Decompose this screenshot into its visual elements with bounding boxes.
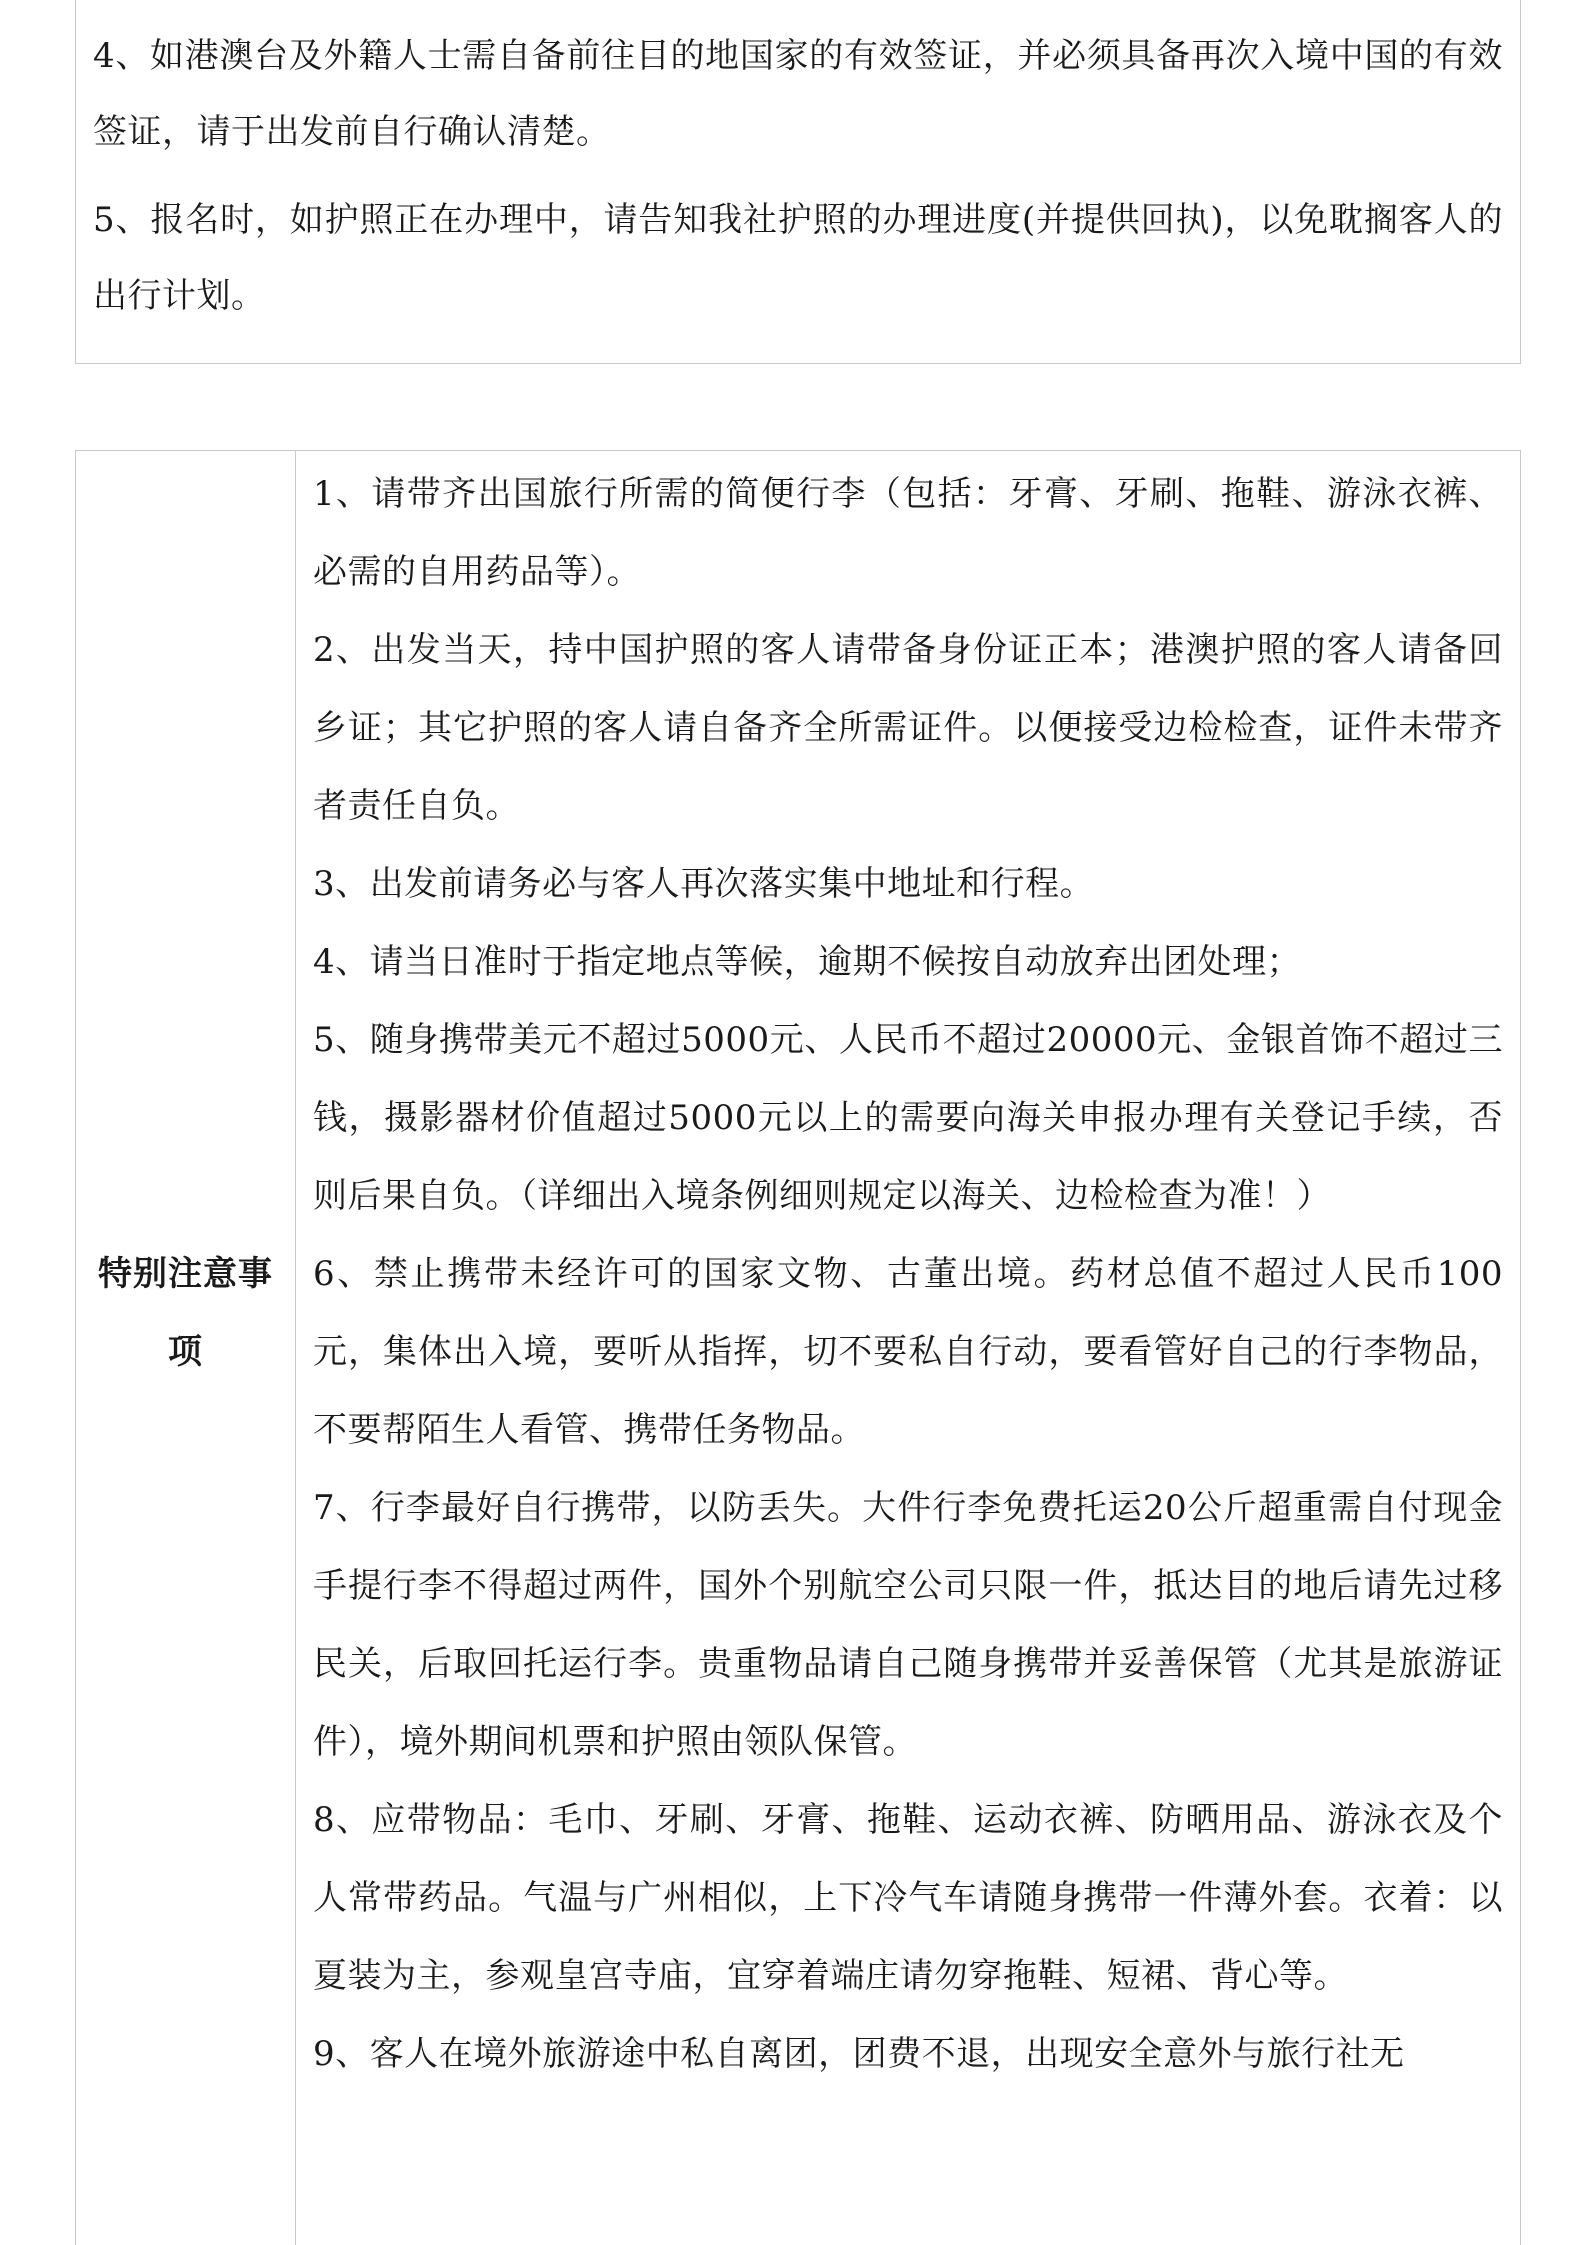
note-item-1: 1、请带齐出国旅行所需的简便行李（包括：牙膏、牙刷、拖鞋、游泳衣裤、必需的自用药品等）。: [313, 474, 1503, 592]
note-item-7: 7、行李最好自行携带，以防丢失。大件行李免费托运20公斤超重需自付现金手提行李不得超过两件，国外个别航空公司只限一件，抵达目的地后请先过移民关，后取回托运行李。贵重物品请自己随身携带并妥善保管（尤其是旅游证件），境外期间机票和护照由领队保管。: [313, 1488, 1503, 1762]
special-notes-table: [75, 450, 1521, 2245]
special-notes-label-cell: [76, 451, 296, 2245]
visa-note-item: 4、如港澳台及外籍人士需自备前往目的地国家的有效签证，并必须具备再次入境中国的有效签证，请于出发前自行确认清楚。: [93, 36, 1503, 152]
note-item-4: 4、请当日准时于指定地点等候，逾期不候按自动放弃出团处理；: [313, 942, 1302, 982]
note-item-5: 5、随身携带美元不超过5000元、人民币不超过20000元、金银首饰不超过三钱，摄影器材价值超过5000元以上的需要向海关申报办理有关登记手续，否则后果自负。（详细出入境条例细则规定以海关、边检检查为准！）: [313, 1020, 1503, 1216]
passport-note-item: 5、报名时，如护照正在办理中，请告知我社护照的办理进度(并提供回执)，以免耽搁客人的出行计划。: [93, 200, 1503, 316]
note-item-3: 3、出发前请务必与客人再次落实集中地址和行程。: [313, 864, 1095, 904]
note-item-2: 2、出发当天，持中国护照的客人请带备身份证正本；港澳护照的客人请备回乡证；其它护照的客人请自备齐全所需证件。以便接受边检检查，证件未带齐者责任自负。: [313, 630, 1503, 826]
special-notes-label: 特别注意事项: [98, 1254, 273, 1372]
note-item-9: 9、客人在境外旅游途中私自离团，团费不退，出现安全意外与旅行社无: [313, 2034, 1405, 2074]
visa-notes-box: [75, 0, 1521, 364]
note-item-8: 8、应带物品：毛巾、牙刷、牙膏、拖鞋、运动衣裤、防晒用品、游泳衣及个人常带药品。气温与广州相似，上下冷气车请随身携带一件薄外套。衣着：以夏装为主，参观皇宫寺庙，宜穿着端庄请勿穿拖鞋、短裙、背心等。: [313, 1800, 1503, 1996]
note-item-6: 6、禁止携带未经许可的国家文物、古董出境。药材总值不超过人民币100元，集体出入境，要听从指挥，切不要私自行动，要看管好自己的行李物品，不要帮陌生人看管、携带任务物品。: [313, 1254, 1503, 1450]
special-notes-content-cell: [296, 451, 1520, 2245]
